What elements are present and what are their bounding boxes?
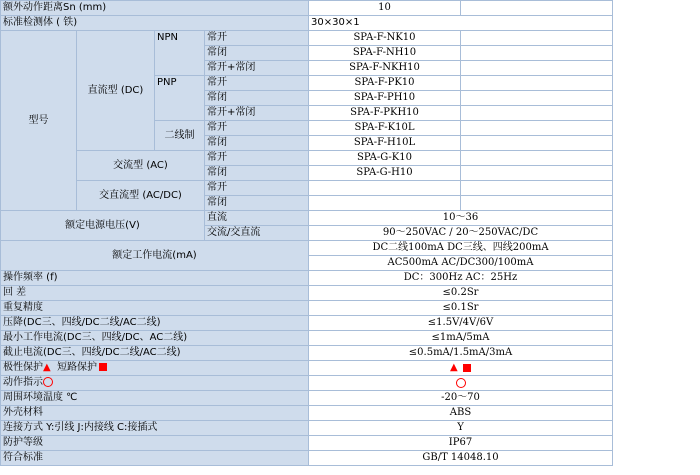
rated-voltage-dc-value: 10～36	[309, 211, 613, 226]
empty-cell	[461, 166, 613, 181]
ac-no-code: SPA-G-K10	[309, 151, 461, 166]
indicator-light-icon	[456, 378, 466, 388]
two-nc-label: 常闭	[205, 136, 309, 151]
short-square-icon	[463, 364, 471, 372]
drop-value: ≤1.5V/4V/6V	[309, 316, 613, 331]
model-label: 型号	[1, 31, 77, 211]
polarity-triangle-icon: ▲	[43, 362, 51, 373]
table-row	[1, 346, 613, 361]
table-row	[1, 316, 613, 331]
connection-value: Y	[309, 421, 613, 436]
sensing-distance-label: 额外动作距离Sn (mm)	[1, 1, 309, 16]
polarity-label: 极性保护	[3, 362, 43, 373]
indicator-light-icon	[43, 377, 53, 387]
repeat-label: 重复精度	[1, 301, 309, 316]
acdc-type-label: 交直流型 (AC/DC)	[77, 181, 205, 211]
min-current-value: ≤1mA/5mA	[309, 331, 613, 346]
empty-cell	[461, 46, 613, 61]
short-label: 短路保护	[57, 362, 98, 373]
ac-nc-code: SPA-G-H10	[309, 166, 461, 181]
housing-value: ABS	[309, 406, 613, 421]
ac-type-label: 交流型 (AC)	[77, 151, 205, 181]
protection-grade-value: IP67	[309, 436, 613, 451]
empty-cell	[461, 1, 613, 16]
empty-cell	[461, 151, 613, 166]
table-row	[1, 451, 613, 466]
standard-label: 符合标准	[1, 451, 309, 466]
npn-nonc-label: 常开+常闭	[205, 61, 309, 76]
empty-cell	[461, 196, 613, 211]
protection-features-cell	[1, 361, 309, 376]
ac-no-label: 常开	[205, 151, 309, 166]
ac-nc-label: 常闭	[205, 166, 309, 181]
npn-no-code: SPA-F-NK10	[309, 31, 461, 46]
rated-voltage-acdc-value: 90～250VAC / 20～250VAC/DC	[309, 226, 613, 241]
temp-label: 周围环境温度 ℃	[1, 391, 309, 406]
rated-current-line2: AC500mA AC/DC300/100mA	[309, 256, 613, 271]
table-row	[1, 181, 613, 196]
leak-label: 截止电流(DC三、四线/DC二线/AC二线)	[1, 346, 309, 361]
empty-cell	[461, 121, 613, 136]
housing-label: 外壳材料	[1, 406, 309, 421]
empty-cell	[461, 31, 613, 46]
indicator-cell	[1, 376, 309, 391]
standard-target-value: 30×30×1	[309, 16, 613, 31]
rated-current-line1: DC二线100mA DC三线、四线200mA	[309, 241, 613, 256]
empty-cell	[461, 61, 613, 76]
table-row	[1, 286, 613, 301]
pnp-no-label: 常开	[205, 76, 309, 91]
pnp-label: PNP	[155, 76, 205, 121]
npn-nc-label: 常闭	[205, 46, 309, 61]
pnp-nonc-code: SPA-F-PKH10	[309, 106, 461, 121]
table-row	[1, 331, 613, 346]
two-no-label: 常开	[205, 121, 309, 136]
table-row	[1, 31, 613, 46]
pnp-nonc-label: 常开+常闭	[205, 106, 309, 121]
table-row	[1, 361, 613, 376]
protection-grade-label: 防护等级	[1, 436, 309, 451]
acdc-nc-label: 常闭	[205, 196, 309, 211]
pnp-nc-code: SPA-F-PH10	[309, 91, 461, 106]
empty-cell	[461, 76, 613, 91]
freq-value: DC：300Hz AC：25Hz	[309, 271, 613, 286]
table-row	[1, 406, 613, 421]
table-row	[1, 211, 613, 226]
table-row	[1, 391, 613, 406]
pnp-no-code: SPA-F-PK10	[309, 76, 461, 91]
empty-cell	[309, 181, 461, 196]
npn-nonc-code: SPA-F-NKH10	[309, 61, 461, 76]
empty-cell	[309, 196, 461, 211]
table-row	[1, 421, 613, 436]
rated-voltage-label: 额定电源电压(V)	[1, 211, 205, 241]
table-row	[1, 271, 613, 286]
repeat-value: ≤0.1Sr	[309, 301, 613, 316]
npn-label: NPN	[155, 31, 205, 76]
two-no-code: SPA-F-K10L	[309, 121, 461, 136]
standard-target-label: 标准检测体 ( 铁)	[1, 16, 309, 31]
empty-cell	[461, 106, 613, 121]
npn-no-label: 常开	[205, 31, 309, 46]
rated-current-label: 额定工作电流(mA)	[1, 241, 309, 271]
min-current-label: 最小工作电流(DC三、四线/DC、AC二线)	[1, 331, 309, 346]
freq-label: 操作频率 (f)	[1, 271, 309, 286]
table-row	[1, 151, 613, 166]
temp-value: -20～70	[309, 391, 613, 406]
indicator-label: 动作指示	[3, 377, 43, 388]
table-row	[1, 1, 613, 16]
rated-voltage-acdc-label: 交流/交直流	[205, 226, 309, 241]
polarity-triangle-icon: ▲	[450, 362, 458, 373]
table-row	[1, 241, 613, 256]
table-row	[1, 16, 613, 31]
protection-value	[309, 361, 613, 376]
npn-nc-code: SPA-F-NH10	[309, 46, 461, 61]
empty-cell	[461, 136, 613, 151]
indicator-value	[309, 376, 613, 391]
pnp-nc-label: 常闭	[205, 91, 309, 106]
two-nc-code: SPA-F-H10L	[309, 136, 461, 151]
table-row	[1, 436, 613, 451]
acdc-no-label: 常开	[205, 181, 309, 196]
short-square-icon	[99, 363, 107, 371]
sensing-distance-value: 10	[309, 1, 461, 16]
table-row	[1, 301, 613, 316]
connection-label: 连接方式 Y:引线 J:内接线 C:接插式	[1, 421, 309, 436]
standard-value: GB/T 14048.10	[309, 451, 613, 466]
drop-label: 压降(DC三、四线/DC二线/AC二线)	[1, 316, 309, 331]
leak-value: ≤0.5mA/1.5mA/3mA	[309, 346, 613, 361]
rated-voltage-dc-label: 直流	[205, 211, 309, 226]
hysteresis-value: ≤0.2Sr	[309, 286, 613, 301]
empty-cell	[461, 181, 613, 196]
empty-cell	[461, 91, 613, 106]
dc-type-label: 直流型 (DC)	[77, 31, 155, 151]
table-row	[1, 376, 613, 391]
two-wire-label: 二线制	[155, 121, 205, 151]
hysteresis-label: 回 差	[1, 286, 309, 301]
